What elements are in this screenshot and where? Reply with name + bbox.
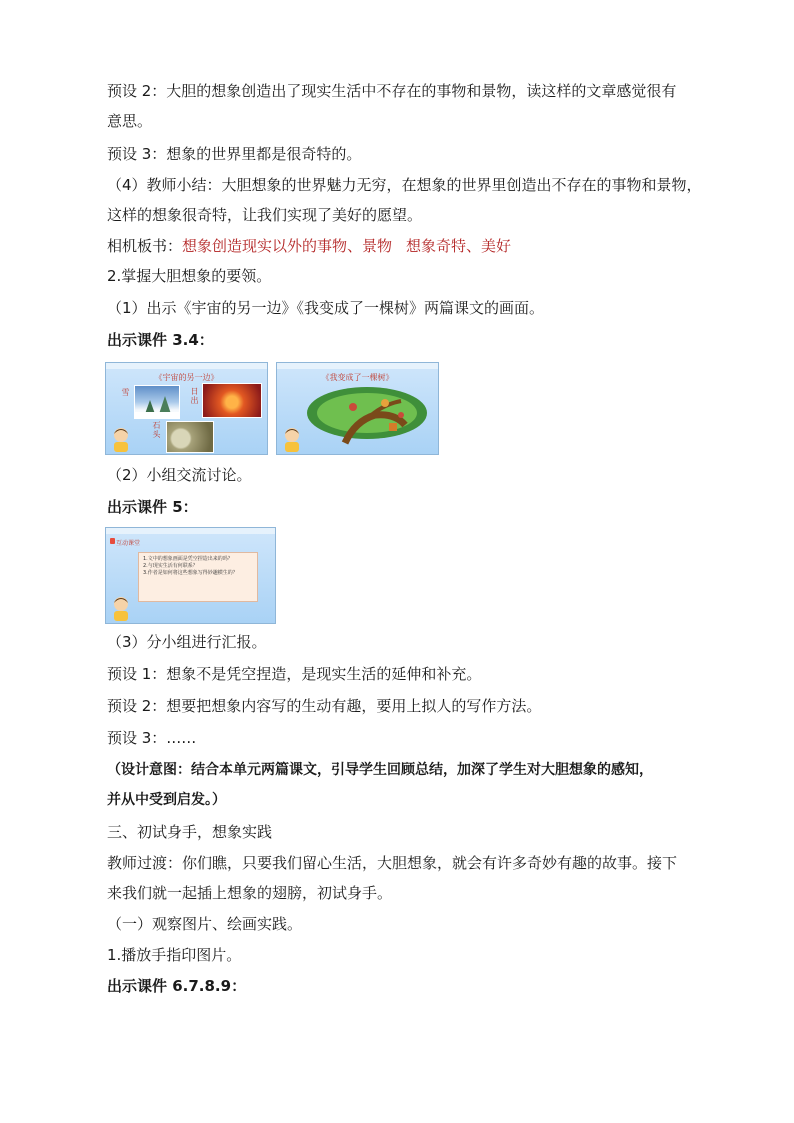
cartoon-child-icon (110, 426, 132, 452)
question-3: 3.作者是如何将这些想象写得妙趣横生的？ (143, 570, 238, 577)
design-intent-cont: 并从中受到启发。） (107, 792, 226, 808)
para-preset-2b: 预设 2：想要把想象内容写的生动有趣，要用上拟人的写作方法。 (107, 697, 542, 715)
cartoon-child-icon (281, 426, 303, 452)
cartoon-child-icon (110, 595, 132, 621)
slide-title: 《我变成了一棵树》 (321, 373, 394, 382)
design-intent: （设计意图：结合本单元两篇课文，引导学生回顾总结，加深了学生对大胆想象的感知， (107, 762, 653, 778)
question-1: 1.文中的想象画面是凭空捏造出来的吗？ (143, 556, 233, 562)
slide-became-tree (276, 362, 439, 455)
board-notes-a: 想象创造现实以外的事物、景物 (182, 237, 393, 255)
sunrise-photo (202, 383, 262, 418)
subsection-observe: （一）观察图片、绘画实践。 (107, 915, 303, 933)
para-show-pictures: （1）出示《宇宙的另一边》《我变成了一棵树》两篇课文的画面。 (107, 299, 545, 317)
para-group-discussion: （2）小组交流讨论。 (107, 466, 252, 484)
courseware-label-5: 出示课件 5： (107, 498, 198, 516)
slide-heading: 互动课堂 (116, 540, 141, 547)
para-preset-2-cont: 意思。 (107, 112, 153, 130)
board-notes-b: 想象奇特、美好 (406, 237, 512, 255)
para-teacher-summary-cont: 这样的想象很奇特，让我们实现了美好的愿望。 (107, 206, 423, 224)
label-snow: 雪 (121, 388, 130, 397)
questions-panel (138, 552, 258, 602)
para-group-report: （3）分小组进行汇报。 (107, 633, 267, 651)
para-preset-2: 预设 2：大胆的想象创造出了现实生活中不存在的事物和景物，读这样的文章感觉很有 (107, 82, 677, 100)
para-preset-3: 预设 3：想象的世界里都是很奇特的。 (107, 145, 362, 163)
para-teacher-transition: 教师过渡：你们瞧，只要我们留心生活，大胆想象，就会有许多奇妙有趣的故事。接下 (107, 854, 678, 872)
para-preset-1b: 预设 1：想象不是凭空捏造，是现实生活的延伸和补充。 (107, 665, 482, 683)
board-notes (107, 236, 511, 256)
question-2: 2.与现实生活有何联系？ (143, 563, 198, 570)
stone-photo (166, 421, 214, 453)
para-preset-3b: 预设 3：…… (107, 729, 197, 747)
para-play-fingerprint: 1.播放手指印图片。 (107, 946, 242, 964)
section-heading-3: 三、初试身手，想象实践 (107, 823, 273, 841)
bookmark-icon (110, 538, 115, 544)
slide-title: 《宇宙的另一边》 (154, 373, 219, 382)
snow-photo (134, 385, 180, 419)
board-notes-label: 相机板书： (107, 237, 183, 255)
section-heading-2: 2.掌握大胆想象的要领。 (107, 267, 272, 285)
tree-illustration-icon (305, 385, 427, 451)
slide-universe-other-side (105, 362, 268, 455)
para-teacher-summary: （4）教师小结：大胆想象的世界魅力无穷，在想象的世界里创造出不存在的事物和景物， (107, 176, 702, 194)
label-stone: 石 头 (152, 421, 161, 439)
courseware-label-6-9: 出示课件 6.7.8.9： (107, 977, 247, 995)
courseware-label-3-4: 出示课件 3.4： (107, 331, 214, 349)
slide-interactive-classroom (105, 527, 276, 624)
label-sunrise: 日 出 (190, 387, 199, 405)
snow-tree-icon (135, 386, 179, 418)
para-teacher-transition-cont: 来我们就一起插上想象的翅膀，初试身手。 (107, 884, 393, 902)
